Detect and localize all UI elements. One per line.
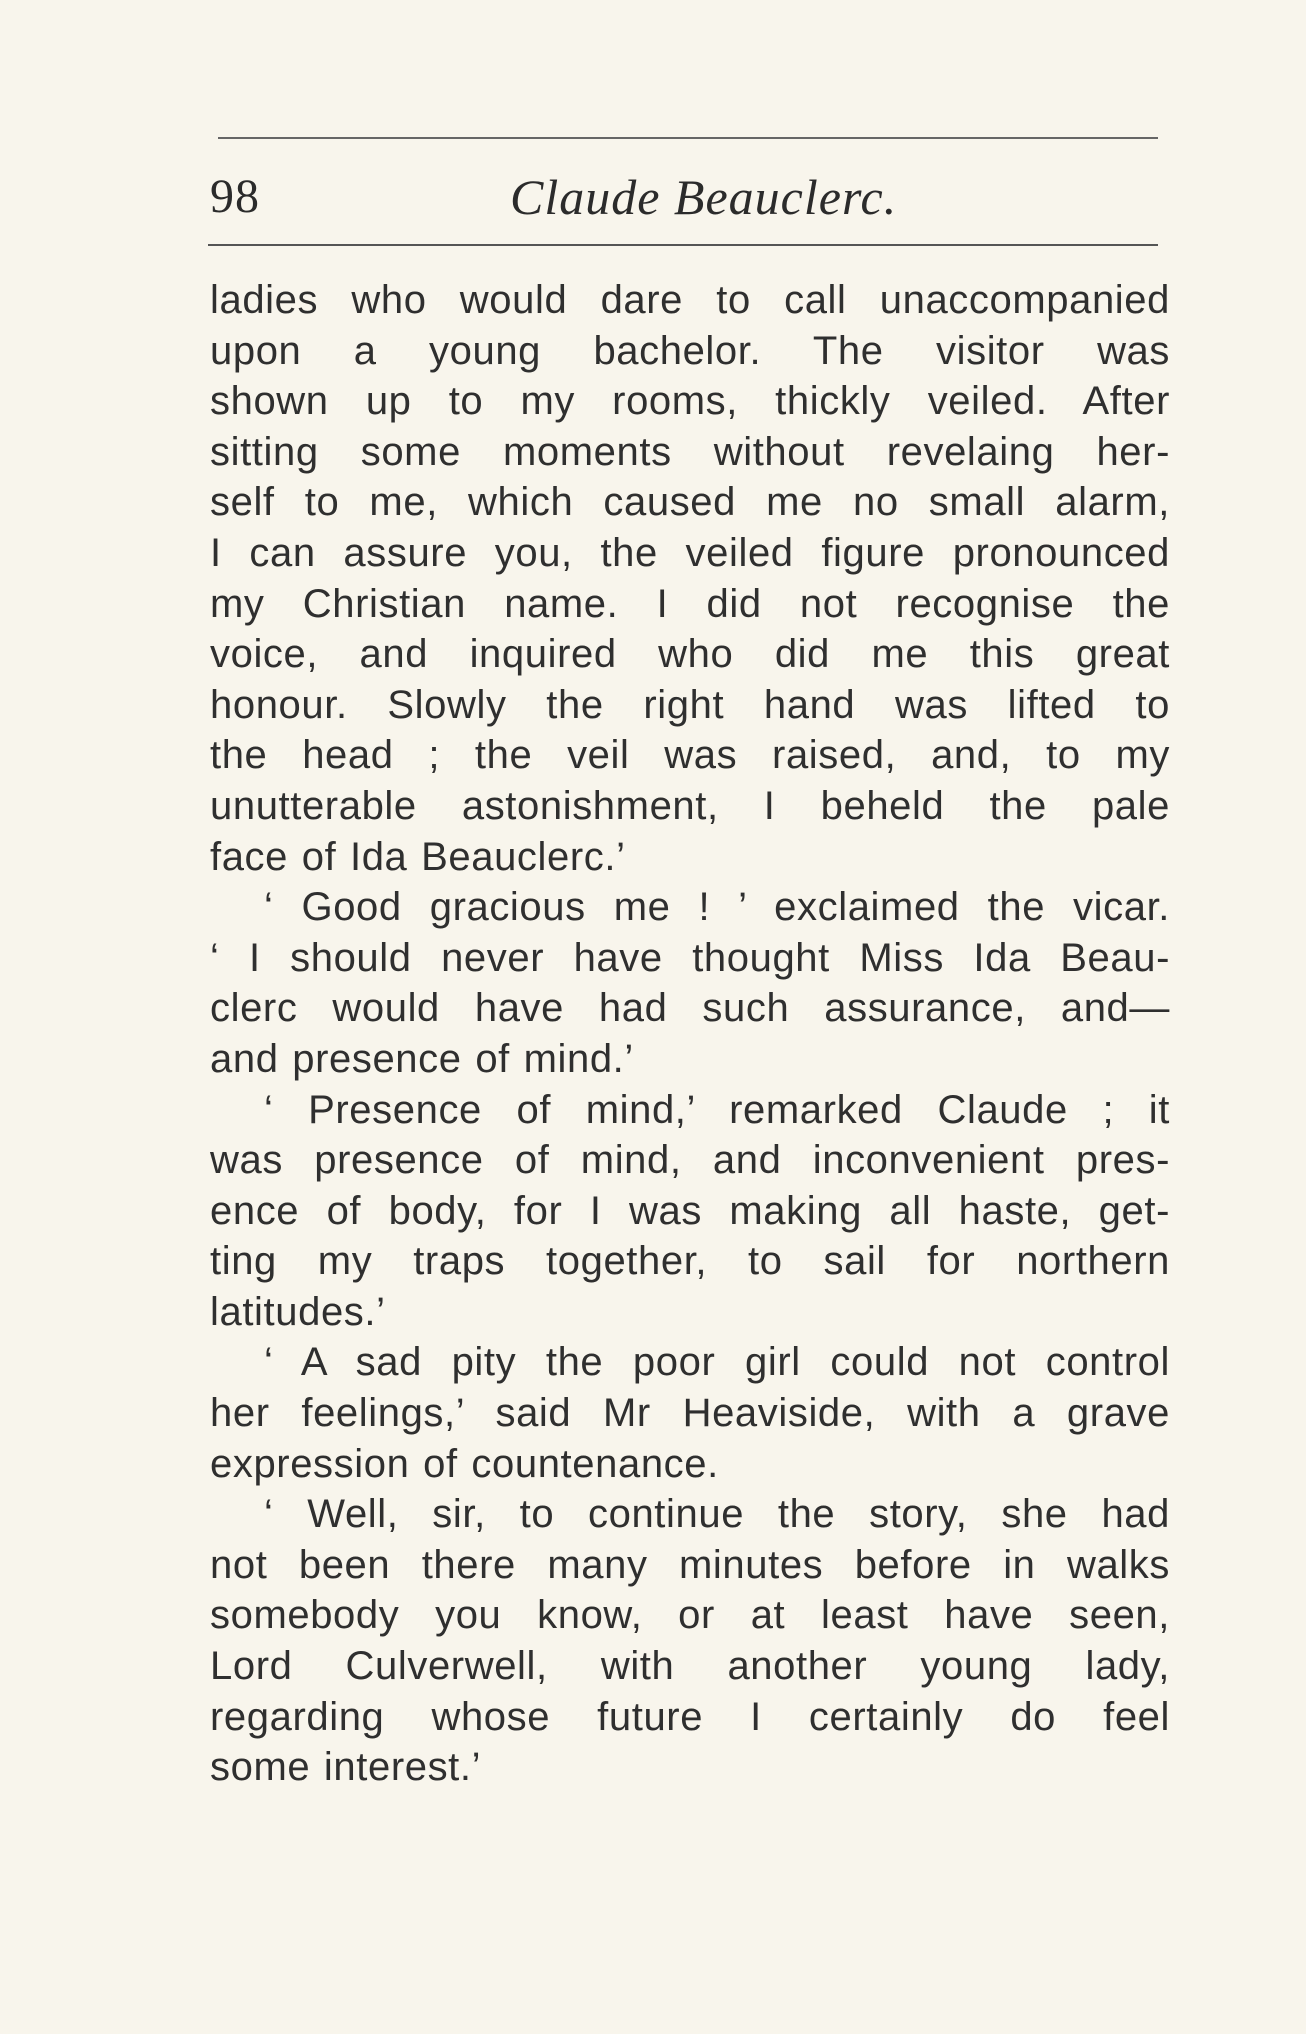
text-line: I can assure you, the veiled figure pronounced — [210, 530, 1170, 575]
text-line: ladies who would dare to call unaccompanied — [210, 278, 1170, 322]
text-line: the head ; the veil was raised, and, to my — [210, 733, 1170, 778]
text-line: her feelings,’ said Mr Heaviside, with a grave — [210, 1391, 1170, 1436]
page-number: 98 — [210, 170, 260, 223]
text-line: latitudes.’ — [210, 1289, 386, 1334]
text-line: ‘ Presence of mind,’ remarked Claude ; it — [264, 1087, 1170, 1132]
text-line: self to me, which caused me no small alarm, — [210, 480, 1170, 525]
header-top-rule — [218, 137, 1158, 139]
text-line: ‘ Good gracious me ! ’ exclaimed the vicar. — [264, 885, 1170, 930]
text-line: my Christian name. I did not recognise the — [210, 581, 1170, 626]
text-line: unutterable astonishment, I beheld the pale — [210, 783, 1170, 828]
text-line: some interest.’ — [210, 1745, 482, 1790]
text-line: honour. Slowly the right hand was lifted to — [210, 682, 1170, 727]
text-line: clerc would have had such assurance, and— — [210, 986, 1170, 1031]
text-line: face of Ida Beauclerc.’ — [210, 834, 626, 879]
running-head — [210, 162, 1170, 232]
body-text — [210, 275, 1170, 1793]
text-line: and presence of mind.’ — [210, 1036, 634, 1081]
text-line: ‘ I should never have thought Miss Ida Beau- — [210, 935, 1170, 980]
text-line: was presence of mind, and inconvenient pres- — [210, 1138, 1170, 1183]
text-line: ting my traps together, to sail for northern — [210, 1239, 1170, 1284]
text-line: somebody you know, or at least have seen, — [210, 1593, 1170, 1638]
text-line: shown up to my rooms, thickly veiled. After — [210, 379, 1170, 424]
header-bottom-rule — [208, 244, 1158, 246]
running-title: Claude Beauclerc. — [510, 169, 898, 225]
text-line: ‘ A sad pity the poor girl could not control — [264, 1340, 1170, 1385]
text-line: Lord Culverwell, with another young lady, — [210, 1644, 1170, 1689]
text-line: expression of countenance. — [210, 1441, 719, 1486]
text-line: not been there many minutes before in walks — [210, 1542, 1170, 1587]
text-line: sitting some moments without revelaing her- — [210, 429, 1170, 474]
text-line: ‘ Well, sir, to continue the story, she had — [264, 1492, 1170, 1537]
text-line: regarding whose future I certainly do feel — [210, 1694, 1170, 1739]
text-line: voice, and inquired who did me this great — [210, 632, 1170, 677]
text-line: upon a young bachelor. The visitor was — [210, 328, 1170, 373]
text-line: ence of body, for I was making all haste, get- — [210, 1188, 1170, 1233]
